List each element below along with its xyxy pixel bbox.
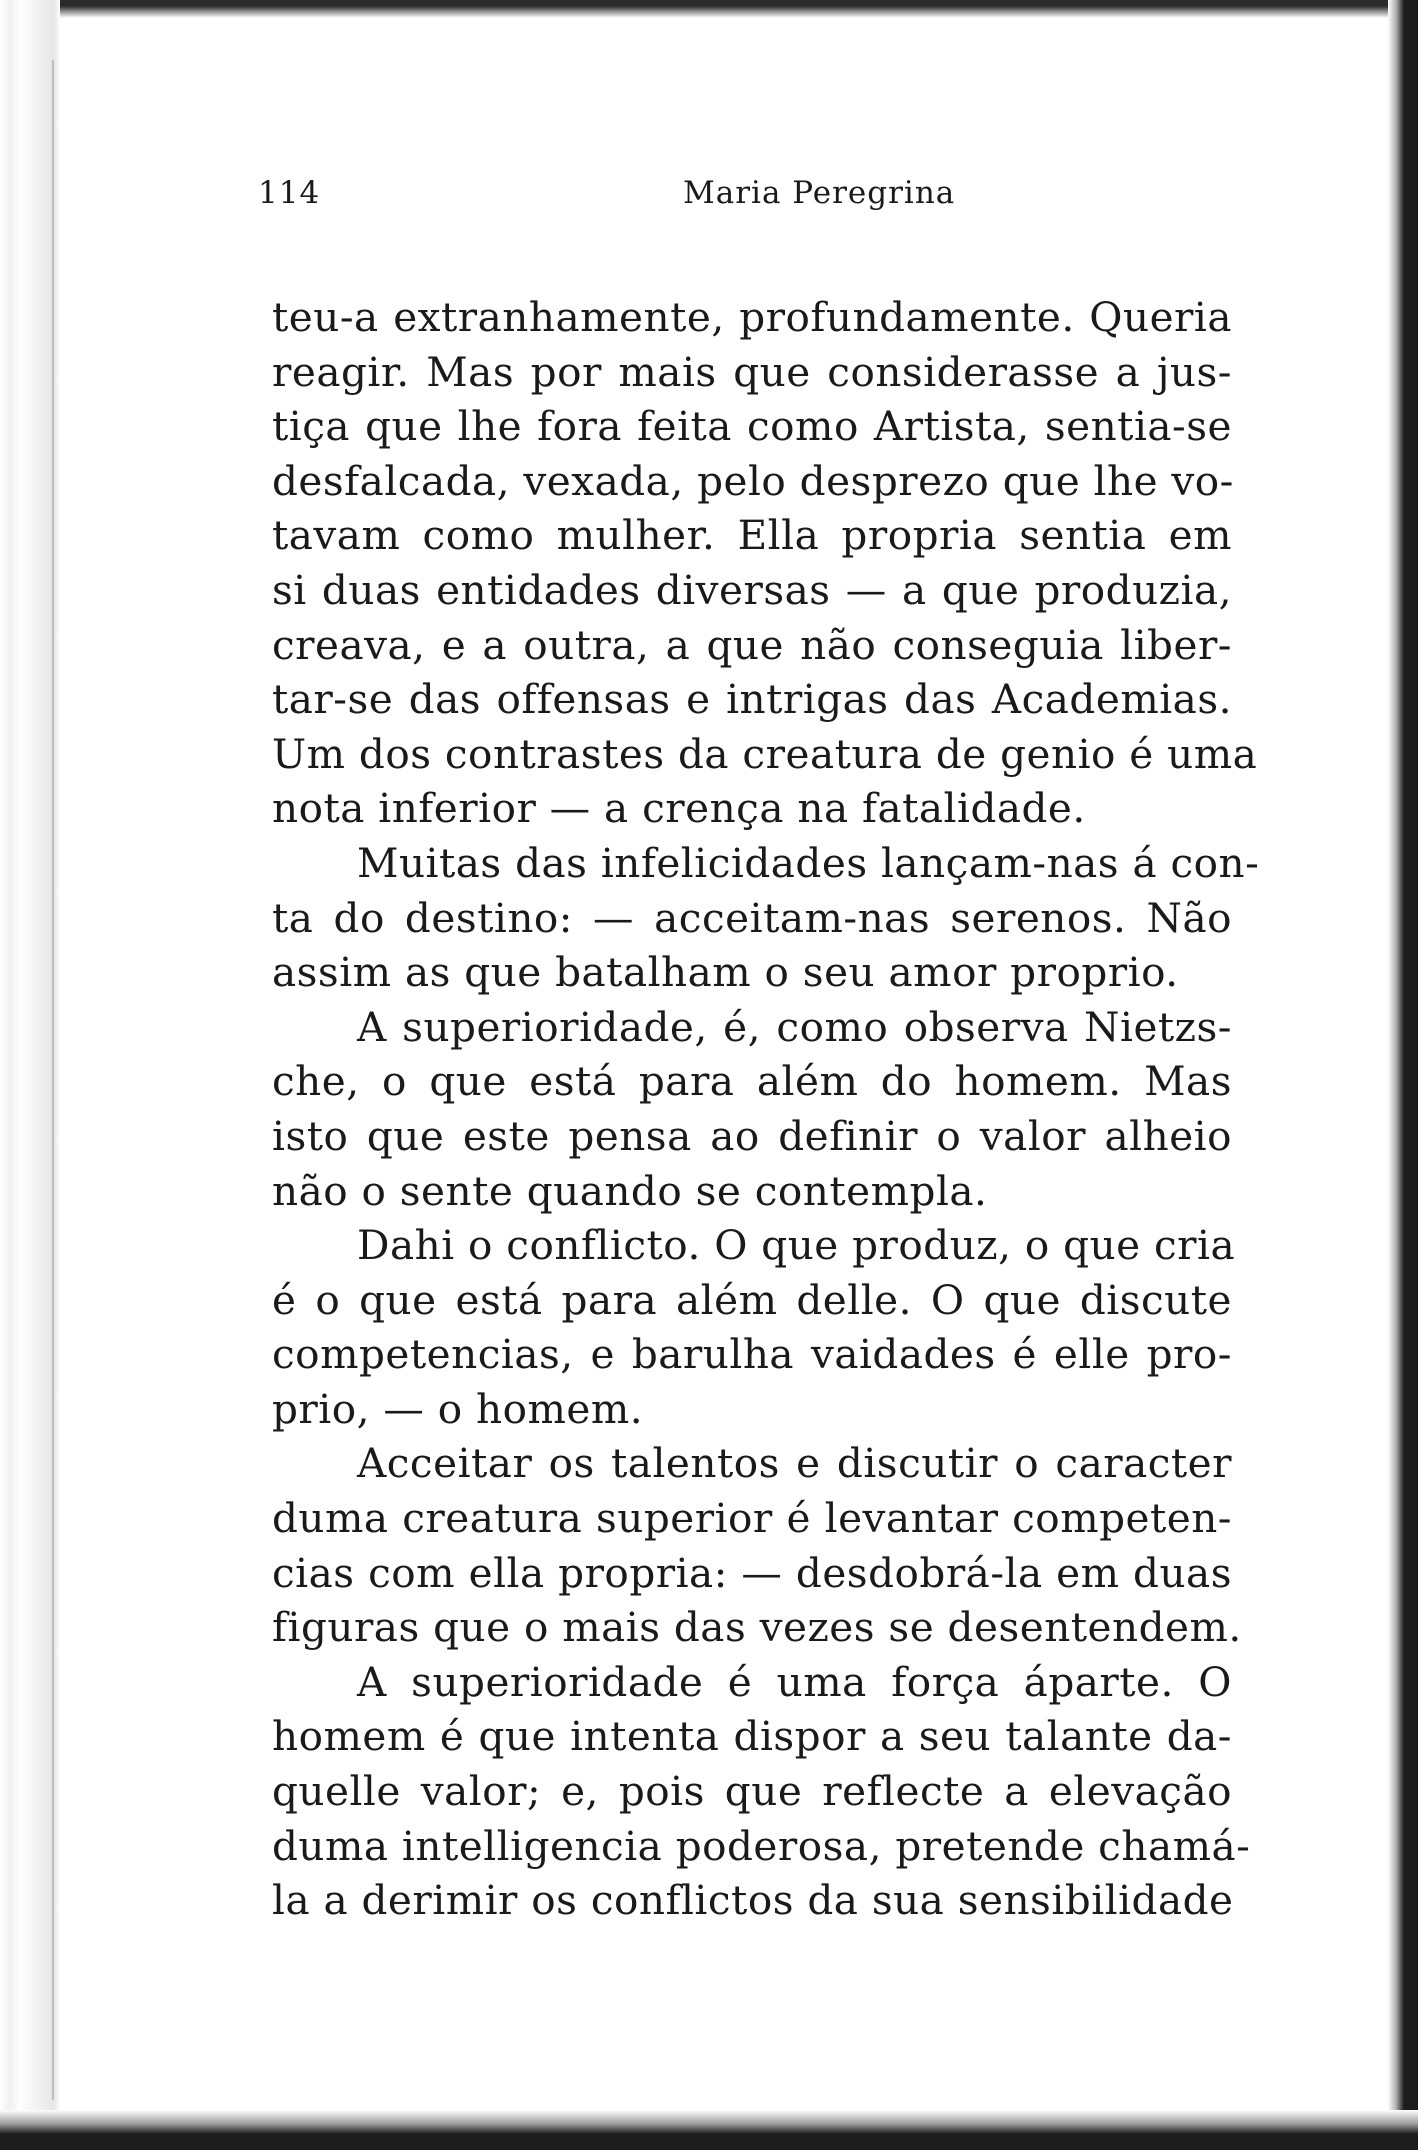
text-line: prio, — o homem. [272,1384,644,1433]
text-line: creava, e a outra, a que não conseguia liber- [272,620,1232,669]
text-line: ta do destino: — acceitam-nas serenos. Não [272,893,1232,942]
text-line: tiça que lhe fora feita como Artista, sentia-se [272,402,1232,451]
text-line: tar-se das offensas e intrigas das Academias. [272,675,1232,724]
running-head [258,175,1258,225]
text-line: duma intelligencia poderosa, pretende chamá- [272,1821,1251,1870]
text-line: é o que está para além delle. O que discute [272,1275,1232,1324]
page-edge-bottom [0,2110,1418,2150]
page-edge-right [1388,0,1418,2150]
text-line: homem é que intenta dispor a seu talante da- [272,1712,1232,1761]
page-edge-top [0,0,1418,18]
text-line: quelle valor; e, pois que reflecte a elevação [272,1767,1232,1816]
text-line: não o sente quando se contempla. [272,1166,988,1215]
body-text [272,290,1260,1928]
text-line: duma creatura superior é levantar competen- [272,1494,1232,1543]
spine-line [52,60,54,2100]
text-line: assim as que batalham o seu amor proprio. [272,948,1179,997]
text-line: isto que este pensa ao definir o valor alheio [272,1111,1232,1160]
text-line: figuras que o mais das vezes se desentendem. [272,1603,1242,1652]
text-line: competencias, e barulha vaidades é elle pro- [272,1330,1232,1379]
text-line: nota inferior — a crença na fatalidade. [272,784,1086,833]
book-title: Maria Peregrina [683,175,956,211]
text-line: cias com ella propria: — desdobrá-la em duas [272,1548,1232,1597]
text-line: Dahi o conflicto. O que produz, o que cria [357,1221,1236,1270]
text-line: A superioridade, é, como observa Nietzs- [357,1002,1232,1051]
text-line: teu-a extranhamente, profundamente. Queria [272,293,1232,341]
page-edge-left [0,0,60,2150]
text-line: A superioridade é uma força áparte. O [357,1657,1232,1706]
text-line: Acceitar os talentos e discutir o caracter [357,1439,1232,1488]
text-line: reagir. Mas por mais que considerasse a jus- [272,347,1232,396]
text-line: che, o que está para além do homem. Mas [272,1057,1232,1106]
text-line: si duas entidades diversas — a que produzia, [272,565,1232,614]
text-line: tavam como mulher. Ella propria sentia em [272,511,1232,560]
text-line: Muitas das infelicidades lançam-nas á con- [357,838,1260,887]
text-line: desfalcada, vexada, pelo desprezo que lhe vo- [272,456,1234,505]
page-number: 114 [258,175,321,211]
text-line: la a derimir os conflictos da sua sensibilidade [272,1876,1234,1925]
text-line: Um dos contrastes da creatura de genio é uma [272,729,1258,778]
